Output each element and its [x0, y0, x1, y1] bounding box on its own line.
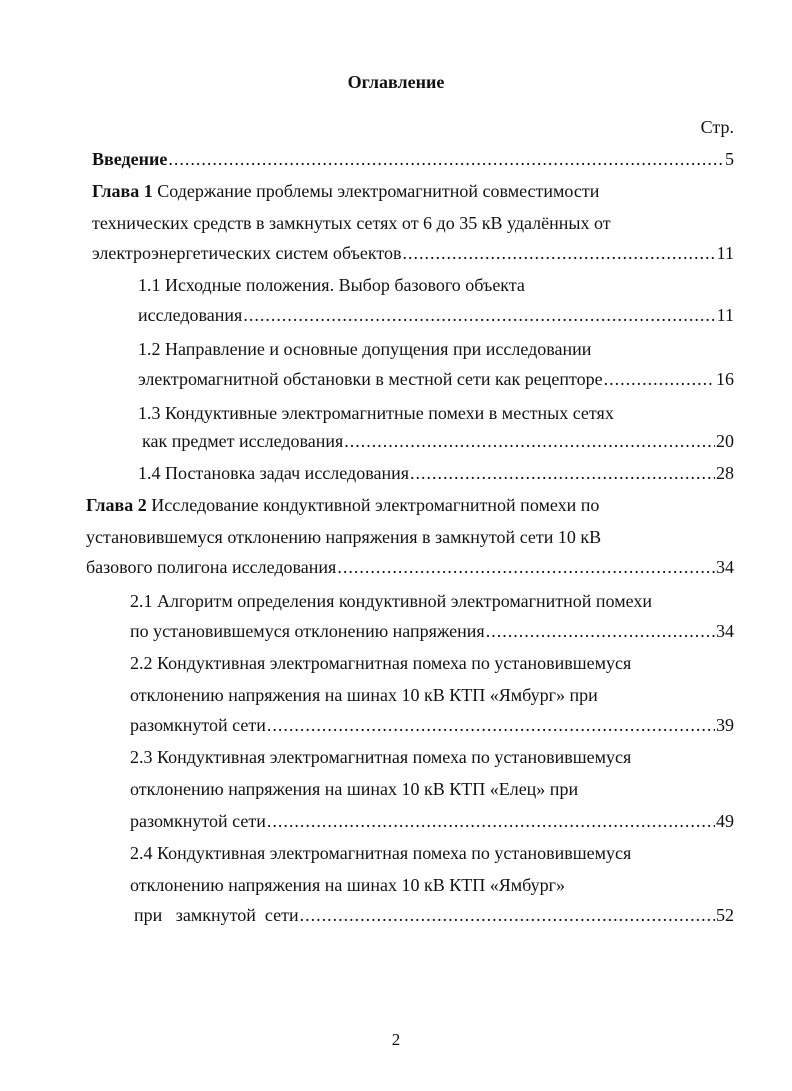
chapter-title-line: установившемуся отклонению напряжения в замкнутой сети 10 кВ — [86, 527, 602, 547]
entry-label: по установившемуся отклонению напряжения — [130, 621, 485, 641]
toc-entry-2-4-end — [134, 902, 734, 928]
toc-entry-1-3-end — [142, 428, 734, 454]
entry-page: 49 — [716, 811, 734, 831]
entry-label: отклонению напряжения на шинах 10 кВ КТП «Елец» при — [130, 779, 579, 799]
toc-entry-2-1: 2.1 Алгоритм определения кондуктивной электромагнитной помехи — [130, 591, 652, 611]
entry-label: электромагнитной обстановки в местной сети как рецепторе — [138, 369, 603, 389]
entry-label: при замкнутой сети — [134, 905, 299, 925]
chapter-title-line: технических средств в замкнутых сетях от 6 до 35 кВ удалённых от — [92, 213, 611, 233]
entry-page: 5 — [725, 149, 734, 169]
toc-entry-1-1-end — [138, 302, 734, 328]
leader-dots — [403, 240, 716, 266]
leader-dots — [300, 902, 715, 928]
entry-label: исследования — [138, 305, 243, 325]
entry-page: 20 — [716, 431, 734, 451]
entry-label: 1.4 Постановка задач исследования — [138, 463, 409, 483]
entry-label: отклонению напряжения на шинах 10 кВ КТП «Ямбург» — [130, 875, 565, 895]
entry-page: 34 — [716, 557, 734, 577]
leader-dots — [267, 808, 715, 834]
entry-label: Введение — [92, 149, 168, 169]
toc-entry-chapter1-end — [92, 240, 734, 266]
toc-entry-intro — [92, 146, 734, 172]
leader-dots — [243, 302, 715, 328]
leader-dots — [168, 146, 724, 172]
entry-page: 11 — [716, 305, 734, 325]
chapter-title-line: электроэнергетических систем объектов — [92, 243, 402, 263]
leader-dots — [486, 618, 715, 644]
toc-entry-2-3-end — [130, 808, 734, 834]
chapter-title-line: Содержание проблемы электромагнитной совместимости — [157, 181, 600, 201]
toc-entry-1-2-end — [138, 366, 734, 392]
leader-dots — [604, 366, 715, 392]
toc-entry-2-2: 2.2 Кондуктивная электромагнитная помеха по установившемуся — [130, 653, 632, 673]
toc-entry-2-4: 2.4 Кондуктивная электромагнитная помеха по установившемуся — [130, 843, 632, 863]
entry-page: 39 — [716, 715, 734, 735]
toc-entry-1-1: 1.1 Исходные положения. Выбор базового объекта — [138, 275, 525, 295]
entry-label: разомкнутой сети — [130, 811, 266, 831]
entry-page: 11 — [716, 243, 734, 263]
page-number: 2 — [391, 1030, 401, 1049]
leader-dots — [267, 712, 715, 738]
entry-label: отклонению напряжения на шинах 10 кВ КТП «Ямбург» при — [130, 685, 598, 705]
entry-page: 52 — [716, 905, 734, 925]
entry-label: разомкнутой сети — [130, 715, 266, 735]
entry-page: 16 — [716, 369, 734, 389]
toc-entry-chapter2 — [86, 492, 599, 518]
toc-entry-chapter2-end — [86, 554, 734, 580]
toc-entry-1-4 — [138, 460, 734, 486]
chapter-prefix: Глава 2 — [86, 495, 147, 515]
toc-entry-chapter1 — [92, 178, 599, 204]
toc-entry-2-2-end — [130, 712, 734, 738]
leader-dots — [337, 554, 715, 580]
toc-entry-1-2: 1.2 Направление и основные допущения при исследовании — [138, 339, 592, 359]
entry-page: 28 — [716, 463, 734, 483]
toc-entry-1-3: 1.3 Кондуктивные электромагнитные помехи в местных сетях — [138, 403, 614, 423]
toc-entry-2-3: 2.3 Кондуктивная электромагнитная помеха по установившемуся — [130, 747, 632, 767]
chapter-title-line: базового полигона исследования — [86, 557, 337, 577]
page-column-label: Стр. — [700, 117, 734, 137]
chapter-title-line: Исследование кондуктивной электромагнитной помехи по — [151, 495, 600, 515]
entry-label: как предмет исследования — [142, 431, 344, 451]
chapter-prefix: Глава 1 — [92, 181, 153, 201]
page-title: Оглавление — [347, 72, 445, 92]
entry-page: 34 — [716, 621, 734, 641]
toc-entry-2-1-end — [130, 618, 734, 644]
leader-dots — [344, 428, 715, 454]
leader-dots — [410, 460, 715, 486]
